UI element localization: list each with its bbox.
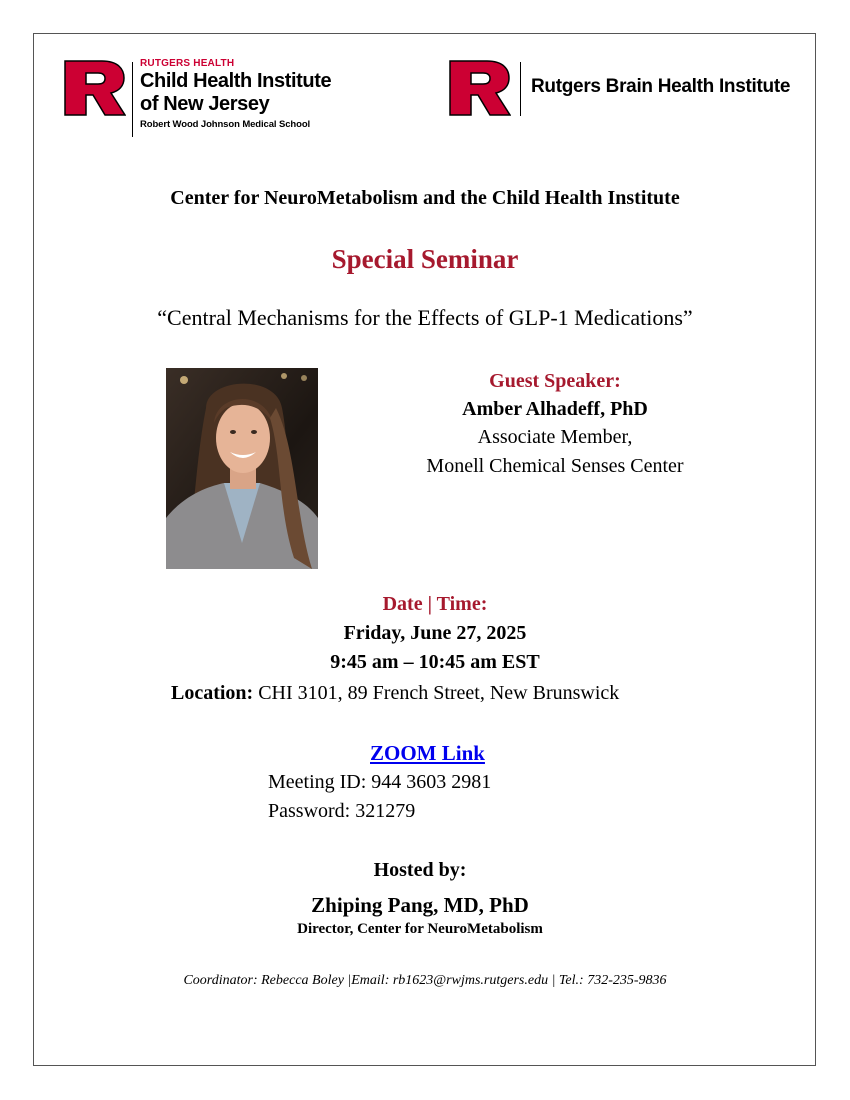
guest-speaker-label: Guest Speaker: [489, 370, 621, 392]
hosted-by-label: Hosted by: [373, 859, 467, 881]
meeting-password: Password: 321279 [268, 800, 416, 822]
chi-logo-top-line: RUTGERS HEALTH [140, 58, 235, 69]
bhi-logo-text: Rutgers Brain Health Institute [531, 76, 791, 97]
seminar-title: Special Seminar [331, 244, 519, 274]
speaker-name: Amber Alhadeff, PhD [462, 398, 648, 420]
talk-title: “Central Mechanisms for the Effects of GLP-1 Medications” [157, 305, 693, 330]
meeting-id: Meeting ID: 944 3603 2981 [268, 771, 492, 793]
zoom-link[interactable]: ZOOM Link [370, 741, 485, 765]
logo-divider-bhi [520, 62, 521, 116]
event-date: Friday, June 27, 2025 [343, 622, 527, 644]
coordinator-contact: Coordinator: Rebecca Boley |Email: rb1623@rwjms.rutgers.edu | Tel.: 732-235-9836 [183, 973, 667, 988]
rutgers-r-logo-chi [64, 60, 126, 116]
chi-logo-sub-line: Robert Wood Johnson Medical School [140, 119, 311, 130]
chi-logo-name-line1: Child Health Institute [140, 70, 332, 92]
location-label: Location: [171, 682, 254, 704]
chi-logo-name-line2: of New Jersey [140, 93, 270, 115]
location-line [171, 682, 619, 705]
event-time: 9:45 am – 10:45 am EST [330, 651, 540, 673]
chi-logo-text [140, 58, 331, 131]
rutgers-r-logo-bhi [449, 60, 511, 116]
host-name: Zhiping Pang, MD, PhD [311, 893, 529, 917]
speaker-role: Associate Member, [477, 426, 633, 448]
speaker-photo [166, 368, 318, 569]
center-title: Center for NeuroMetabolism and the Child Health Institute [170, 187, 680, 209]
location-value: CHI 3101, 89 French Street, New Brunswick [258, 682, 620, 704]
logo-divider-chi [132, 62, 133, 137]
host-title: Director, Center for NeuroMetabolism [297, 921, 543, 937]
speaker-organization: Monell Chemical Senses Center [426, 455, 684, 477]
date-time-label: Date | Time: [382, 593, 488, 615]
